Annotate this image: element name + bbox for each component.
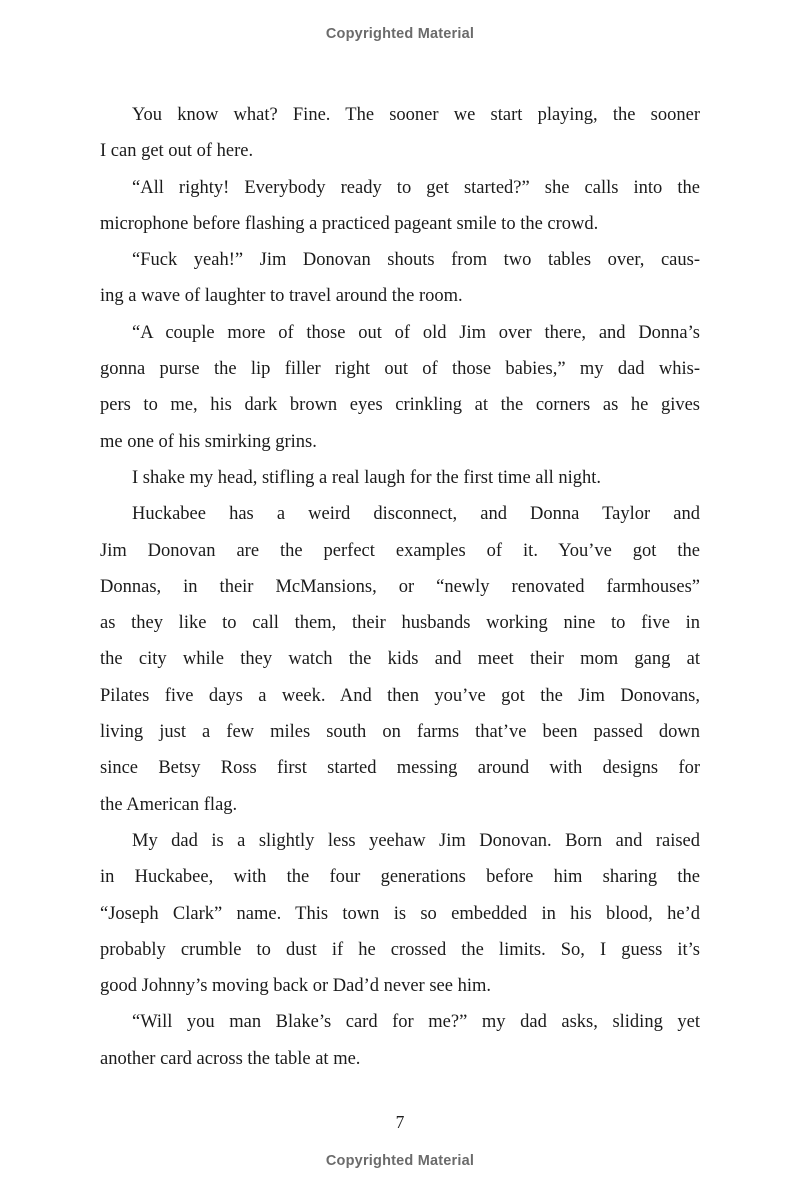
- text-line: gonna purse the lip filler right out of those babies,” my dad whis-: [100, 359, 700, 380]
- paragraph: [100, 496, 700, 823]
- text-line: I can get out of here.: [100, 141, 254, 162]
- body-text: [100, 97, 700, 1077]
- text-line: “A couple more of those out of old Jim over there, and Donna’s: [132, 322, 700, 343]
- paragraph: [100, 170, 700, 243]
- paragraph: [100, 823, 700, 1004]
- paragraph: [100, 97, 700, 170]
- page-number: 7: [395, 1112, 405, 1132]
- paragraph: [100, 460, 700, 496]
- text-line: in Huckabee, with the four generations before him sharing the: [100, 867, 700, 888]
- text-line: “All righty! Everybody ready to get started?” she calls into the: [132, 177, 700, 198]
- copyright-notice-bottom: Copyrighted Material: [325, 1153, 475, 1169]
- text-line: another card across the table at me.: [100, 1048, 361, 1069]
- text-line: Donnas, in their McMansions, or “newly renovated farmhouses”: [100, 576, 700, 597]
- text-line: “Fuck yeah!” Jim Donovan shouts from two tables over, caus-: [132, 250, 700, 271]
- text-line: me one of his smirking grins.: [100, 431, 317, 452]
- text-line: You know what? Fine. The sooner we start playing, the sooner: [132, 105, 700, 125]
- text-line: Huckabee has a weird disconnect, and Donna Taylor and: [132, 504, 700, 525]
- text-line: pers to me, his dark brown eyes crinkling at the corners as he gives: [100, 395, 700, 416]
- text-line: the city while they watch the kids and meet their mom gang at: [100, 649, 700, 670]
- text-line: good Johnny’s moving back or Dad’d never see him.: [100, 976, 491, 997]
- paragraph: [100, 242, 700, 315]
- text-line: My dad is a slightly less yeehaw Jim Donovan. Born and raised: [132, 830, 700, 851]
- text-line: I shake my head, stifling a real laugh for the first time all night.: [132, 467, 602, 488]
- copyright-notice-top: Copyrighted Material: [325, 26, 475, 42]
- text-line: “Will you man Blake’s card for me?” my dad asks, sliding yet: [132, 1012, 700, 1033]
- text-line: “Joseph Clark” name. This town is so embedded in his blood, he’d: [100, 903, 700, 924]
- text-line: microphone before flashing a practiced pageant smile to the crowd.: [100, 213, 599, 234]
- text-line: living just a few miles south on farms that’ve been passed down: [100, 722, 700, 743]
- paragraph: [100, 315, 700, 460]
- text-line: since Betsy Ross first started messing around with designs for: [100, 758, 700, 779]
- paragraph: [100, 1004, 700, 1077]
- text-line: ing a wave of laughter to travel around the room.: [100, 286, 463, 307]
- text-line: Jim Donovan are the perfect examples of it. You’ve got the: [100, 540, 700, 561]
- text-line: Pilates five days a week. And then you’ve got the Jim Donovans,: [100, 685, 700, 706]
- text-line: the American flag.: [100, 794, 238, 815]
- text-line: probably crumble to dust if he crossed the limits. So, I guess it’s: [100, 939, 700, 960]
- text-line: as they like to call them, their husbands working nine to five in: [100, 613, 700, 634]
